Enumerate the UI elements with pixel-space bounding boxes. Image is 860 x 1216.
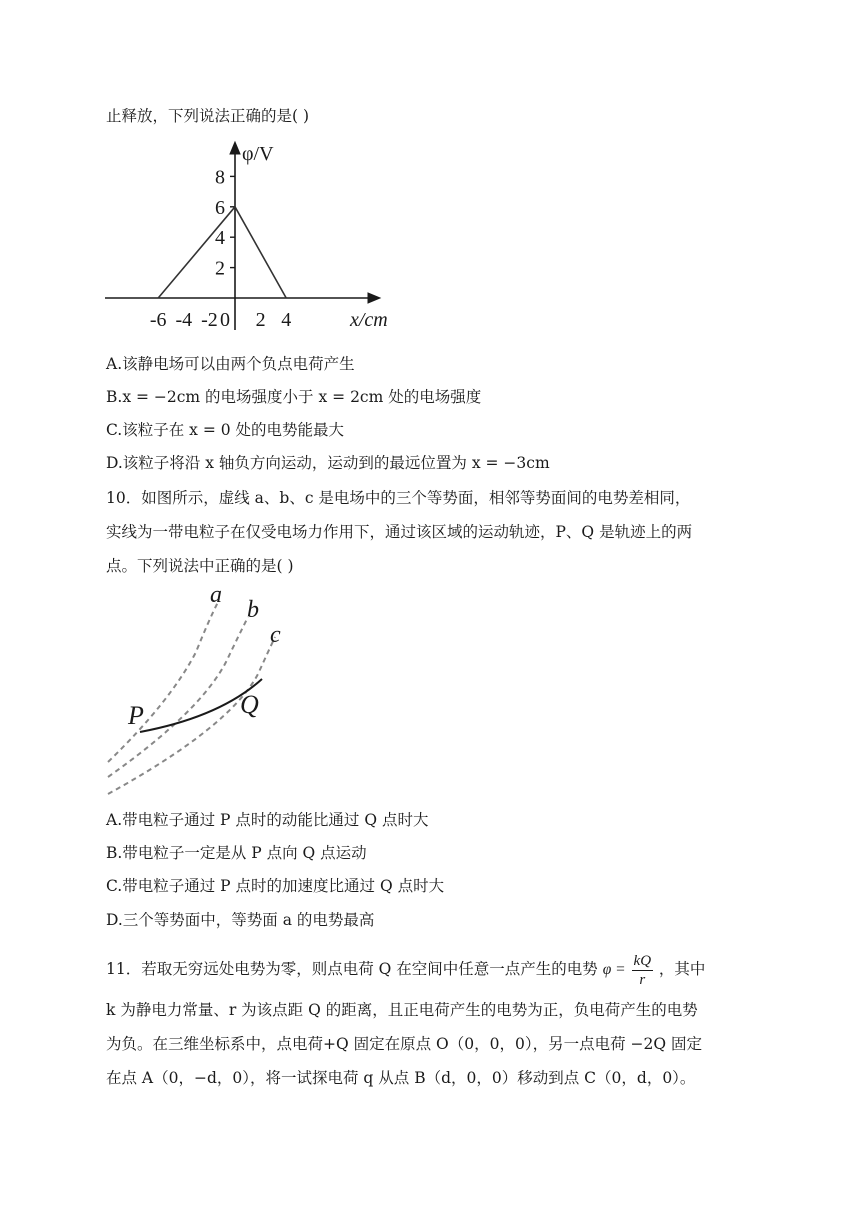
x-axis-arrow: [368, 293, 380, 303]
q11-stem-continued: ，其中: [658, 960, 706, 979]
formula-denominator: r: [639, 972, 646, 988]
q10-option-d: D.三个等势面中，等势面 a 的电势最高: [106, 911, 375, 929]
equipotential-line-b: [108, 617, 248, 777]
formula-lhs: φ =: [602, 961, 626, 979]
y-tick-label: 8: [215, 166, 225, 189]
q11-line-2: k 为静电力常量、r 为该点距 Q 的距离，且正电荷产生的电势为正，负电荷产生的电势: [106, 1001, 698, 1019]
q10-stem-line-2: 实线为一带电粒子在仅受电场力作用下，通过该区域的运动轨迹，P、Q 是轨迹上的两: [106, 523, 693, 541]
potential-line: [158, 207, 286, 298]
q11-line-4: 在点 A（0，−d，0），将一试探电荷 q 从点 B（d，0，0）移动到点 C（0，d，0）。: [106, 1069, 696, 1087]
y-tick-label: 6: [215, 196, 225, 219]
x-tick-label: -2: [201, 309, 218, 331]
q11-line-3: 为负。在三维坐标系中，点电荷+Q 固定在原点 O（0，0，0），另一点电荷 −2Q 固定: [106, 1035, 703, 1053]
q9-option-c: C.该粒子在 x = 0 处的电势能最大: [106, 421, 345, 439]
q9-stem-tail: 止释放，下列说法正确的是( ): [106, 107, 310, 125]
x-axis-label: x/cm: [350, 309, 388, 331]
q9-potential-graph: [100, 138, 410, 333]
label-b: b: [247, 597, 259, 623]
equipotential-line-a: [108, 602, 218, 762]
q11-line-1: [106, 952, 705, 989]
q9-option-a: A.该静电场可以由两个负点电荷产生: [106, 355, 355, 373]
y-tick-label: 4: [215, 227, 225, 250]
q9-option-b: B.x = −2cm 的电场强度小于 x = 2cm 处的电场强度: [106, 388, 482, 406]
potential-formula: [602, 953, 659, 988]
q10-option-c: C.带电粒子通过 P 点时的加速度比通过 Q 点时大: [106, 877, 445, 895]
y-axis-label: φ/V: [242, 143, 274, 165]
q11-stem-start: 11．若取无穷远处电势为零，则点电荷 Q 在空间中任意一点产生的电势: [106, 960, 598, 979]
q10-stem-line-3: 点。下列说法中正确的是( ): [106, 557, 294, 575]
q10-stem-line-1: 10．如图所示，虚线 a、b、c 是电场中的三个等势面，相邻等势面间的电势差相同，: [106, 489, 691, 507]
label-c: c: [270, 622, 281, 648]
x-tick-label: -4: [175, 309, 193, 331]
q9-option-d: D.该粒子将沿 x 轴负方向运动，运动到的最远位置为 x = −3cm: [106, 454, 550, 472]
formula-numerator: kQ: [633, 953, 652, 969]
x-tick-label: 2: [255, 309, 266, 331]
y-tick-label: 2: [215, 257, 225, 280]
label-a: a: [210, 582, 222, 608]
x-tick-label: 0: [220, 309, 230, 331]
y-axis-arrow: [230, 142, 240, 154]
q10-option-a: A.带电粒子通过 P 点时的动能比通过 Q 点时大: [106, 811, 429, 829]
x-tick-label: -6: [149, 309, 167, 331]
label-p: P: [128, 701, 144, 730]
q10-option-b: B.带电粒子一定是从 P 点向 Q 点运动: [106, 844, 367, 862]
formula-fraction: [632, 952, 654, 989]
x-tick-label: 4: [281, 309, 292, 331]
label-q: Q: [240, 690, 259, 719]
q10-equipotential-figure: [100, 582, 300, 797]
